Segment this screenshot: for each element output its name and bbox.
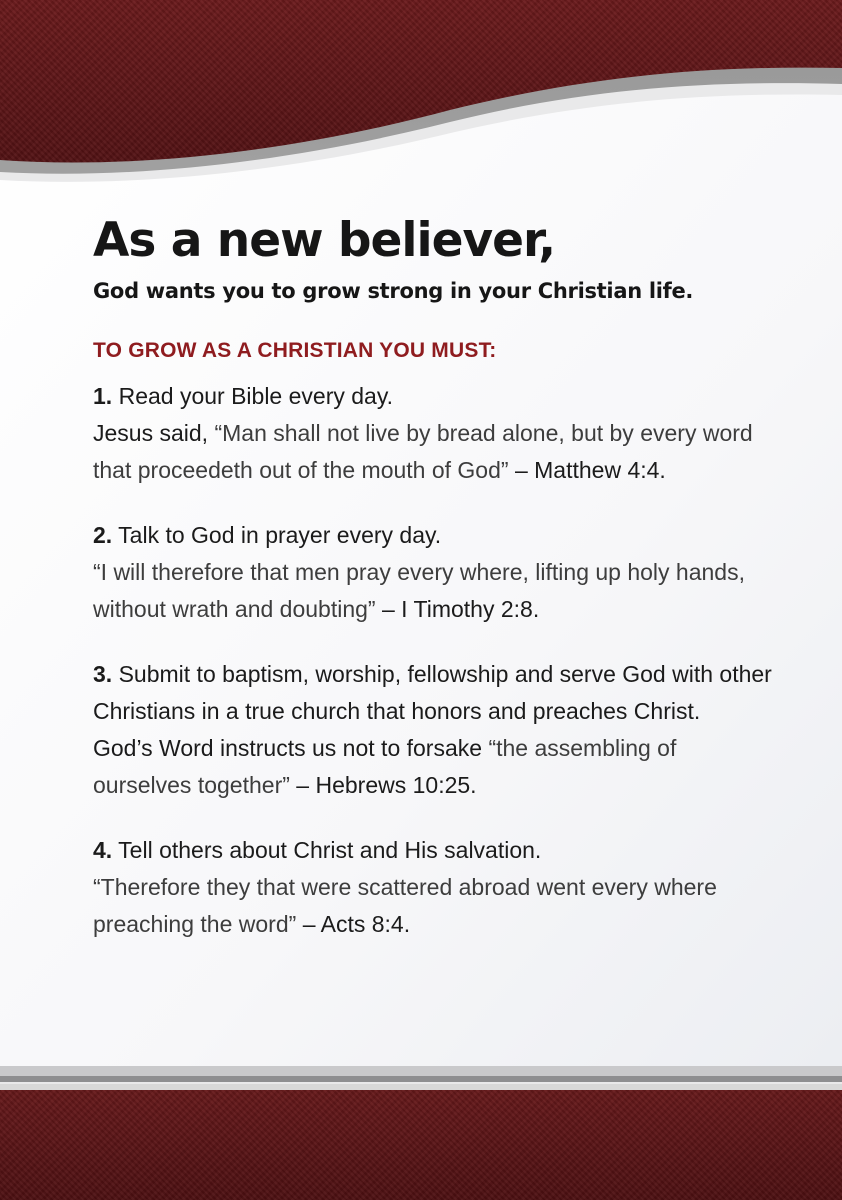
content-area [93,210,773,943]
item-quote: “the assembling of ourselves together” [93,735,677,798]
item-reference: – Hebrews 10:25. [296,772,477,798]
item-reference: – I Timothy 2:8. [381,596,540,622]
headline: As a new believer, [93,213,556,268]
list-item-3 [93,656,773,804]
item-number: 4. [93,837,113,863]
item-lead: God’s Word instructs us not to forsake [93,735,483,761]
item-number: 2. [93,522,113,548]
item-quote: “Therefore they that were scattered abroad went every where preaching the word” [93,874,717,937]
item-title: Submit to baptism, worship, fellowship and serve God with other Christians in a true church that honors and preaches Christ. [93,661,772,724]
item-title: Tell others about Christ and His salvation. [118,837,542,863]
section-heading: TO GROW AS A CHRISTIAN YOU MUST: [93,339,497,362]
item-quote: “I will therefore that men pray every where, lifting up holy hands, without wrath and doubting” [93,559,745,622]
item-reference: – Matthew 4:4. [514,457,666,483]
item-title: Talk to God in prayer every day. [118,522,442,548]
item-title: Read your Bible every day. [118,383,394,409]
item-reference: – Acts 8:4. [302,911,411,937]
item-number: 3. [93,661,113,687]
list-item-1 [93,378,773,489]
list-item-2 [93,517,773,628]
item-number: 1. [93,383,113,409]
item-lead: Jesus said, [93,420,209,446]
item-quote: “Man shall not live by bread alone, but by every word that proceedeth out of the mouth of God” [93,420,753,483]
list-item-4 [93,832,773,943]
subhead: God wants you to grow strong in your Christian life. [93,279,694,303]
